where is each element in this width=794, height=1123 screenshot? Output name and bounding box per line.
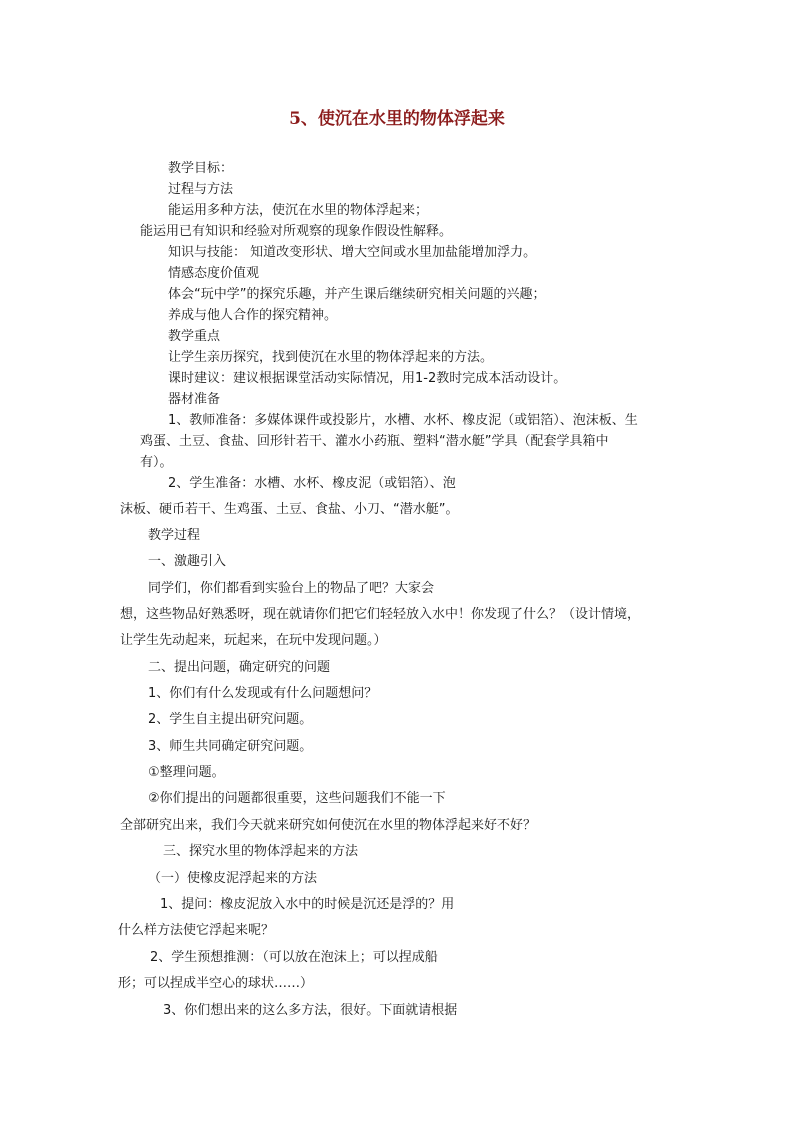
text-line: 1、提问：橡皮泥放入水中的时候是沉还是浮的？用 xyxy=(160,897,455,912)
text-line: 课时建议：建议根据课堂活动实际情况，用1-2教时完成本活动设计。 xyxy=(168,371,567,386)
text-line: 三、探究水里的物体浮起来的方法 xyxy=(163,844,359,859)
text-line: 情感态度价值观 xyxy=(168,266,260,281)
text-line: 2、学生准备：水槽、水杯、橡皮泥（或铝箔）、泡 xyxy=(168,476,456,491)
text-line: 教学重点 xyxy=(168,329,221,344)
text-line: 沫板、硬币若干、生鸡蛋、土豆、食盐、小刀、“潜水艇”。 xyxy=(120,502,459,517)
text-line: 体会“玩中学”的探究乐趣，并产生课后继续研究相关问题的兴趣； xyxy=(168,287,546,302)
text-line: 什么样方法使它浮起来呢？ xyxy=(118,923,275,938)
text-line: 有）。 xyxy=(140,455,173,470)
text-line: 想，这些物品好熟悉呀，现在就请你们把它们轻轻放入水中！你发现了什么？（设计情境， xyxy=(120,607,641,622)
text-line: 一、激趣引入 xyxy=(148,554,227,569)
text-line: 鸡蛋、土豆、食盐、回形针若干、灌水小药瓶、塑料“潜水艇”学具（配套学具箱中 xyxy=(140,434,609,449)
text-line: 3、你们想出来的这么多方法，很好。下面就请根据 xyxy=(163,1003,458,1018)
text-line: 教学目标： xyxy=(168,161,234,176)
text-line: 让学生先动起来，玩起来，在玩中发现问题。） xyxy=(120,633,387,648)
document-title: 5、使沉在水里的物体浮起来 xyxy=(289,109,505,129)
text-line: 1、教师准备：多媒体课件或投影片，水槽、水杯、橡皮泥（或铝箔）、泡沫板、生 xyxy=(168,413,638,428)
text-line: 3、师生共同确定研究问题。 xyxy=(148,739,313,754)
text-line: 1、你们有什么发现或有什么问题想问？ xyxy=(148,686,378,701)
text-line: 过程与方法 xyxy=(168,182,234,197)
text-line: 养成与他人合作的探究精神。 xyxy=(168,308,338,323)
text-line: 全部研究出来，我们今天就来研究如何使沉在水里的物体浮起来好不好？ xyxy=(120,818,537,833)
text-line: 能运用多种方法，使沉在水里的物体浮起来； xyxy=(168,203,429,218)
text-line: ①整理问题。 xyxy=(148,765,225,780)
text-line: 同学们，你们都看到实验台上的物品了吧？大家会 xyxy=(148,581,435,596)
text-line: （一）使橡皮泥浮起来的方法 xyxy=(148,871,318,886)
text-line: 2、学生自主提出研究问题。 xyxy=(148,712,313,727)
text-line: 二、提出问题，确定研究的问题 xyxy=(148,660,331,675)
text-line: 能运用已有知识和经验对所观察的现象作假设性解释。 xyxy=(140,224,453,239)
text-line: 形；可以捏成半空心的球状……） xyxy=(118,976,314,991)
text-line: 让学生亲历探究，找到使沉在水里的物体浮起来的方法。 xyxy=(168,350,494,365)
text-line: 知识与技能： 知道改变形状、增大空间或水里加盐能增加浮力。 xyxy=(168,245,537,260)
text-line: 器材准备 xyxy=(168,392,221,407)
text-line: 2、学生预想推测：（可以放在泡沫上；可以捏成船 xyxy=(150,950,438,965)
text-line: ②你们提出的问题都很重要，这些问题我们不能一下 xyxy=(148,791,446,806)
text-line: 教学过程 xyxy=(148,528,201,543)
